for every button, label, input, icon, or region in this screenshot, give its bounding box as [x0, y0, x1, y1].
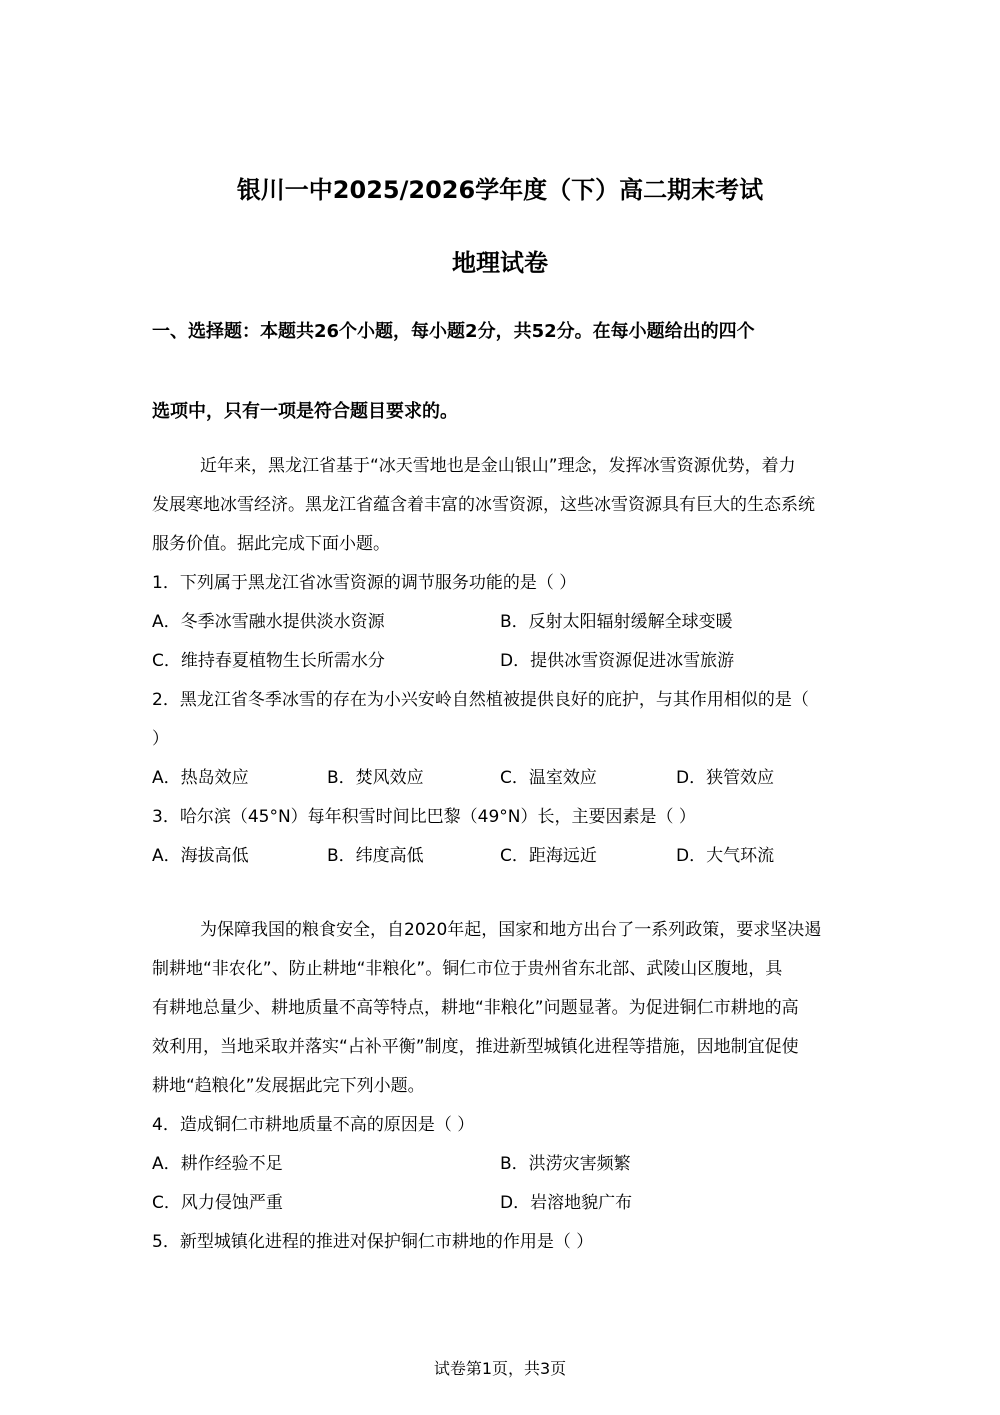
passage2-line: 有耕地总量少、耕地质量不高等特点，耕地“非粮化”问题显著。为促进铜仁市耕地的高 — [152, 998, 799, 1018]
passage2-line: 为保障我国的粮食安全，自2020年起，国家和地方出台了一系列政策，要求坚决遏 — [200, 920, 822, 940]
passage2-line: 耕地“趋粮化”发展据此完下列小题。 — [152, 1076, 425, 1096]
option-d: D．提供冰雪资源促进冰雪旅游 — [500, 651, 735, 671]
option-d: D．岩溶地貌广布 — [500, 1193, 633, 1213]
passage2-line: 效利用，当地采取并落实“占补平衡”制度，推进新型城镇化进程等措施，因地制宜促使 — [152, 1037, 799, 1057]
option-a: A．耕作经验不足 — [152, 1154, 283, 1174]
option-b: B．洪涝灾害频繁 — [500, 1154, 631, 1174]
question-stem-end: ） — [152, 729, 169, 749]
option-c: C．距海远近 — [500, 846, 597, 866]
section-heading-line2: 选项中，只有一项是符合题目要求的。 — [152, 401, 458, 422]
question-stem: 3．哈尔滨（45°N）每年积雪时间比巴黎（49°N）长，主要因素是（ ） — [152, 807, 696, 827]
question-stem: 1．下列属于黑龙江省冰雪资源的调节服务功能的是（ ） — [152, 573, 577, 593]
question-stem: 5．新型城镇化进程的推进对保护铜仁市耕地的作用是（ ） — [152, 1232, 594, 1252]
question-stem: 2．黑龙江省冬季冰雪的存在为小兴安岭自然植被提供良好的庇护，与其作用相似的是（ — [152, 690, 809, 710]
option-d: D．狭管效应 — [676, 768, 775, 788]
option-b: B．焚风效应 — [327, 768, 424, 788]
passage1-line: 发展寒地冰雪经济。黑龙江省蕴含着丰富的冰雪资源，这些冰雪资源具有巨大的生态系统 — [152, 495, 815, 515]
option-c: C．维持春夏植物生长所需水分 — [152, 651, 385, 671]
exam-subtitle: 地理试卷 — [452, 249, 548, 277]
page-footer: 试卷第1页，共3页 — [433, 1359, 567, 1378]
option-a: A．冬季冰雪融水提供淡水资源 — [152, 612, 385, 632]
option-d: D．大气环流 — [676, 846, 775, 866]
option-a: A．热岛效应 — [152, 768, 249, 788]
option-b: B．反射太阳辐射缓解全球变暖 — [500, 612, 733, 632]
option-c: C．温室效应 — [500, 768, 597, 788]
section-heading-line1: 一、选择题：本题共26个小题，每小题2分，共52分。在每小题给出的四个 — [152, 321, 755, 342]
passage2-line: 制耕地“非农化”、防止耕地“非粮化”。铜仁市位于贵州省东北部、武陵山区腹地，具 — [152, 959, 783, 979]
passage1-line: 服务价值。据此完成下面小题。 — [152, 534, 390, 554]
option-b: B．纬度高低 — [327, 846, 424, 866]
question-stem: 4．造成铜仁市耕地质量不高的原因是（ ） — [152, 1115, 475, 1135]
passage1-line: 近年来，黑龙江省基于“冰天雪地也是金山银山”理念，发挥冰雪资源优势，着力 — [200, 456, 796, 476]
option-c: C．风力侵蚀严重 — [152, 1193, 283, 1213]
option-a: A．海拔高低 — [152, 846, 249, 866]
exam-title: 银川一中2025/2026学年度（下）高二期末考试 — [236, 176, 764, 204]
